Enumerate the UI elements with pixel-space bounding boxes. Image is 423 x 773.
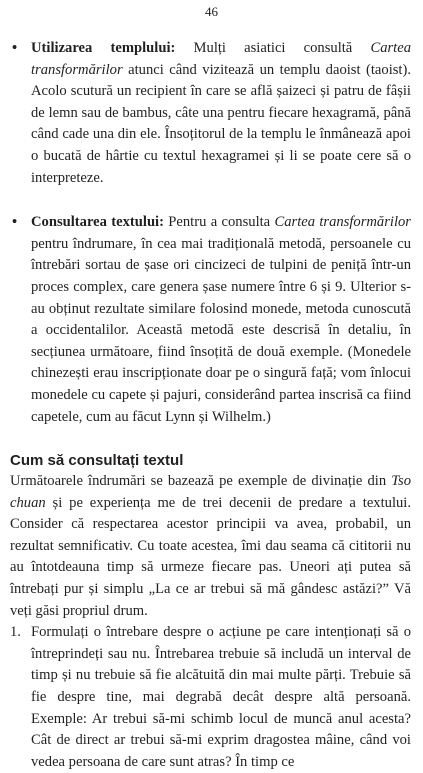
page-body [10,38,411,773]
page-number: 46 [205,4,218,19]
bullet-text: Mulți asiatici consultă [175,40,371,56]
intro-text: și pe experiența me de trei decenii de predare a textului. Consider că respectarea acestor principii va avea, probabil, un rezultat semnificativ. Cu toate acestea, îmi dau seama că cititorii nu au întotdeauna timp să urmeze fiecare pas. Uneori ați putea să întrebați pur și simplu „La ce ar trebui să mă gândesc astăzi?” Vă veți găsi propriul drum. [10,494,411,619]
item-number: 1. [10,624,21,641]
bullet-icon: • [12,214,18,231]
book-title: Cartea transformărilor [274,214,411,231]
intro-text: Următoarele îndrumări se bazează pe exemple de divinație din [10,473,392,490]
book-title: Cartea transformărilor [31,40,412,78]
section-heading: Cum să consultați textul [10,452,184,470]
bullet-icon: • [12,40,18,56]
source-title: Tso chuan [10,473,411,511]
bullet-lead: Utilizarea templului: [31,40,176,56]
numbered-item [10,622,411,773]
section-intro [10,471,411,622]
bullet-text-consultation [10,212,411,428]
bullet-lead: Consultarea textului: [31,214,164,231]
item-text: Formulați o întrebare despre o acțiune pe care intenționați să o întreprindeți sau nu. Întrebarea trebuie să includă un interval de timp și nu trebuie să fie alcătuită din mai multe părți. Trebuie să fie despre tine, mai degrabă decât despre altă persoană. Exemple: Ar trebui să-mi schimb locul de muncă anul acesta? Cât de direct ar trebui să-mi exprim dragostea mâine, când voi vedea persoana de care sunt atras? În timp ce [31,624,411,770]
bullet-text: pentru îndrumare, în cea mai tradițională metodă, persoanele cu întrebări sortau de șase ori cincizeci de tulpini de peniță într-un proces complex, care genera șase numere între 6 și 9. Ulterior s-au obținut rezultate similare folosind monede, metoda cunoscută a occidentalilor. Această metodă este descrisă în detaliu, în secțiunea următoare, fiind însoțită de două exemple. (Monedele chinezești erau inscripționate doar pe o singură față; vom înlocui monedele cu capete și pajuri, considerând partea inscrisă ca fiind capetele, cum au făcut Lynn și Wilhelm.) [31,235,411,425]
bullet-temple-use [10,38,411,189]
bullet-text: Pentru a consulta [163,214,275,231]
bullet-text: atunci când vizitează un templu daoist (taoist). Acolo scutură un recipient în care se află șaizeci și patru de fâșii de lemn sau de bambus, câte una pentru fiecare hexagramă, până când cade una din ele. Însoțitorul de la templu le înmânează apoi o bucată de hârtie cu textul hexagramei și li se poate cere să o interpreteze. [31,61,411,186]
